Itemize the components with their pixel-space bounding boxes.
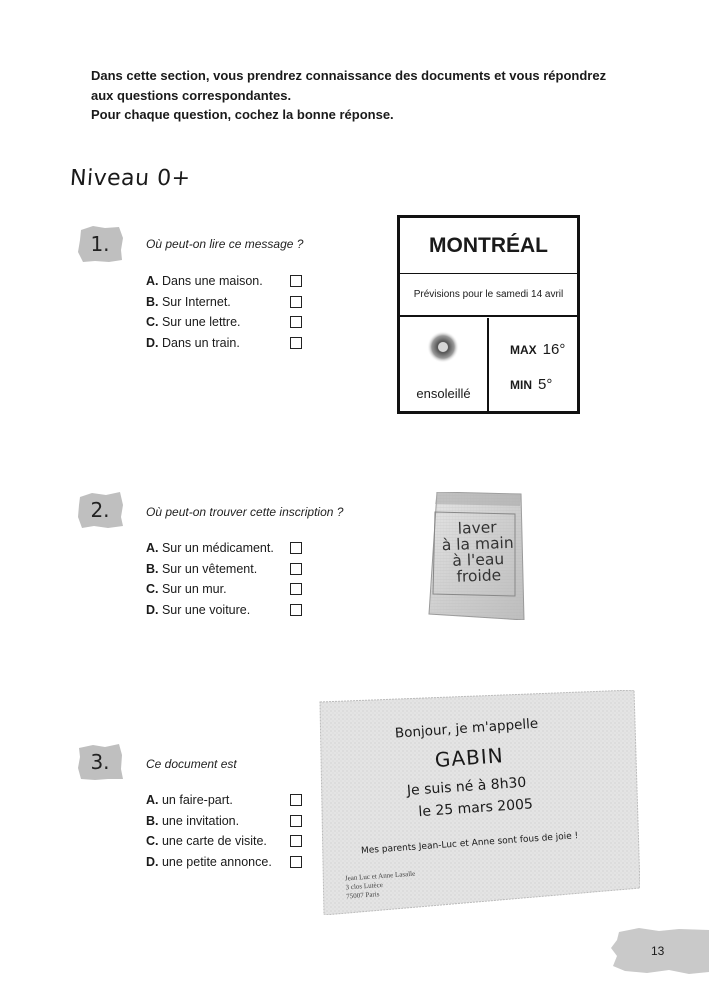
option-text: Sur un vêtement. <box>158 561 258 576</box>
option-text: une carte de visite. <box>158 834 267 848</box>
question-2-option-c-checkbox[interactable] <box>290 583 302 595</box>
label-text <box>438 519 518 586</box>
option-text: Sur une voiture. <box>158 602 251 617</box>
option-letter: D. <box>146 854 159 869</box>
question-2-option-a-checkbox[interactable] <box>290 542 302 554</box>
question-3-option-a <box>146 790 306 811</box>
card-address-line-1: Jean Luc et Anne Lasalle <box>344 869 416 883</box>
question-1-options <box>146 271 306 353</box>
weather-min <box>510 376 552 393</box>
question-2-number-badge <box>75 490 125 530</box>
question-3-option-a-checkbox[interactable] <box>290 794 302 806</box>
option-text: Dans un train. <box>158 335 240 350</box>
question-2-number: 2. <box>90 498 110 522</box>
question-2-option-b-checkbox[interactable] <box>290 563 302 575</box>
label-line-2: à la main <box>441 533 514 555</box>
weather-city: MONTRÉAL <box>400 218 577 274</box>
option-text: Dans une maison. <box>158 274 263 288</box>
question-1-option-b <box>146 292 306 313</box>
question-1-prompt: Où peut-on lire ce message ? <box>146 237 304 251</box>
question-2-option-d <box>146 600 306 621</box>
question-3-number: 3. <box>90 750 110 774</box>
question-1-number: 1. <box>90 232 110 256</box>
label-line-3: à l'eau <box>452 550 505 570</box>
option-text: Sur un médicament. <box>158 541 274 555</box>
option-text: une petite annonce. <box>158 854 272 869</box>
option-text: Sur un mur. <box>158 582 227 596</box>
question-1-option-a-checkbox[interactable] <box>290 275 302 287</box>
question-3-option-d <box>146 852 306 873</box>
instructions-line-1: Dans cette section, vous prendrez connaissance des documents et vous répondrez <box>91 68 607 83</box>
sun-icon <box>426 330 460 364</box>
question-2-option-a <box>146 538 306 559</box>
option-letter: C. <box>146 315 159 329</box>
weather-max <box>510 341 565 358</box>
card-address <box>345 870 417 902</box>
option-letter: B. <box>146 561 159 576</box>
question-3-options <box>146 790 306 872</box>
weather-max-value: 16° <box>542 341 566 358</box>
birth-announcement-document <box>318 690 640 915</box>
card-address-line-2: 3 clos Lutèce <box>345 880 384 892</box>
weather-min-label: MIN <box>510 378 532 392</box>
question-1-option-d-checkbox[interactable] <box>290 337 302 349</box>
weather-condition: ensoleillé <box>416 386 471 401</box>
instructions-line-3: Pour chaque question, cochez la bonne réponse. <box>91 107 394 122</box>
question-3-option-b-checkbox[interactable] <box>290 815 302 827</box>
question-3-option-c <box>146 831 306 852</box>
weather-forecast-document <box>397 215 580 414</box>
question-2-option-c <box>146 579 306 600</box>
label-line-1: laver <box>457 518 497 538</box>
question-1-option-c <box>146 312 306 333</box>
option-text: Sur Internet. <box>158 294 231 309</box>
card-greeting: Bonjour, je m'appelle <box>394 715 539 742</box>
question-1-option-d <box>146 333 306 354</box>
option-letter: A. <box>146 274 159 288</box>
card-birth-time: Je suis né à 8h30 <box>406 774 527 799</box>
option-letter: B. <box>146 294 159 309</box>
instructions <box>91 66 671 125</box>
option-text: une invitation. <box>158 813 240 828</box>
question-3-number-badge <box>75 742 125 782</box>
card-baby-name: GABIN <box>434 743 505 772</box>
level-title: Niveau 0+ <box>69 166 192 191</box>
option-letter: C. <box>146 834 159 848</box>
question-1-number-badge <box>75 224 125 264</box>
question-2-options <box>146 538 306 620</box>
option-text: Sur une lettre. <box>158 315 241 329</box>
option-text: un faire-part. <box>158 793 233 807</box>
card-birth-date: le 25 mars 2005 <box>417 796 534 821</box>
option-letter: D. <box>146 602 159 617</box>
instructions-line-2: aux questions correspondantes. <box>91 87 292 103</box>
card-text <box>311 679 648 926</box>
weather-max-label: MAX <box>510 343 537 357</box>
question-1-option-b-checkbox[interactable] <box>290 296 302 308</box>
question-2-option-b <box>146 559 306 580</box>
label-line-4: froide <box>456 566 502 586</box>
option-letter: C. <box>146 582 159 596</box>
option-letter: D. <box>146 335 159 350</box>
question-3-option-c-checkbox[interactable] <box>290 835 302 847</box>
question-2-prompt: Où peut-on trouver cette inscription ? <box>146 505 344 519</box>
question-1-option-c-checkbox[interactable] <box>290 316 302 328</box>
question-2-option-d-checkbox[interactable] <box>290 604 302 616</box>
option-letter: B. <box>146 813 159 828</box>
card-address-line-3: 75007 Paris <box>345 890 380 901</box>
weather-condition-cell <box>400 318 489 411</box>
question-3-prompt: Ce document est <box>146 757 237 771</box>
page-number: 13 <box>651 944 665 958</box>
weather-min-value: 5° <box>538 376 553 393</box>
weather-forecast-date: Prévisions pour le samedi 14 avril <box>400 275 577 317</box>
option-letter: A. <box>146 541 159 555</box>
card-parents-message: Mes parents Jean-Luc et Anne sont fous de joie ! <box>360 831 579 857</box>
question-1-option-a <box>146 271 306 292</box>
question-3-option-b <box>146 811 306 832</box>
option-letter: A. <box>146 793 159 807</box>
question-3-option-d-checkbox[interactable] <box>290 856 302 868</box>
clothing-care-label-document <box>425 492 527 620</box>
